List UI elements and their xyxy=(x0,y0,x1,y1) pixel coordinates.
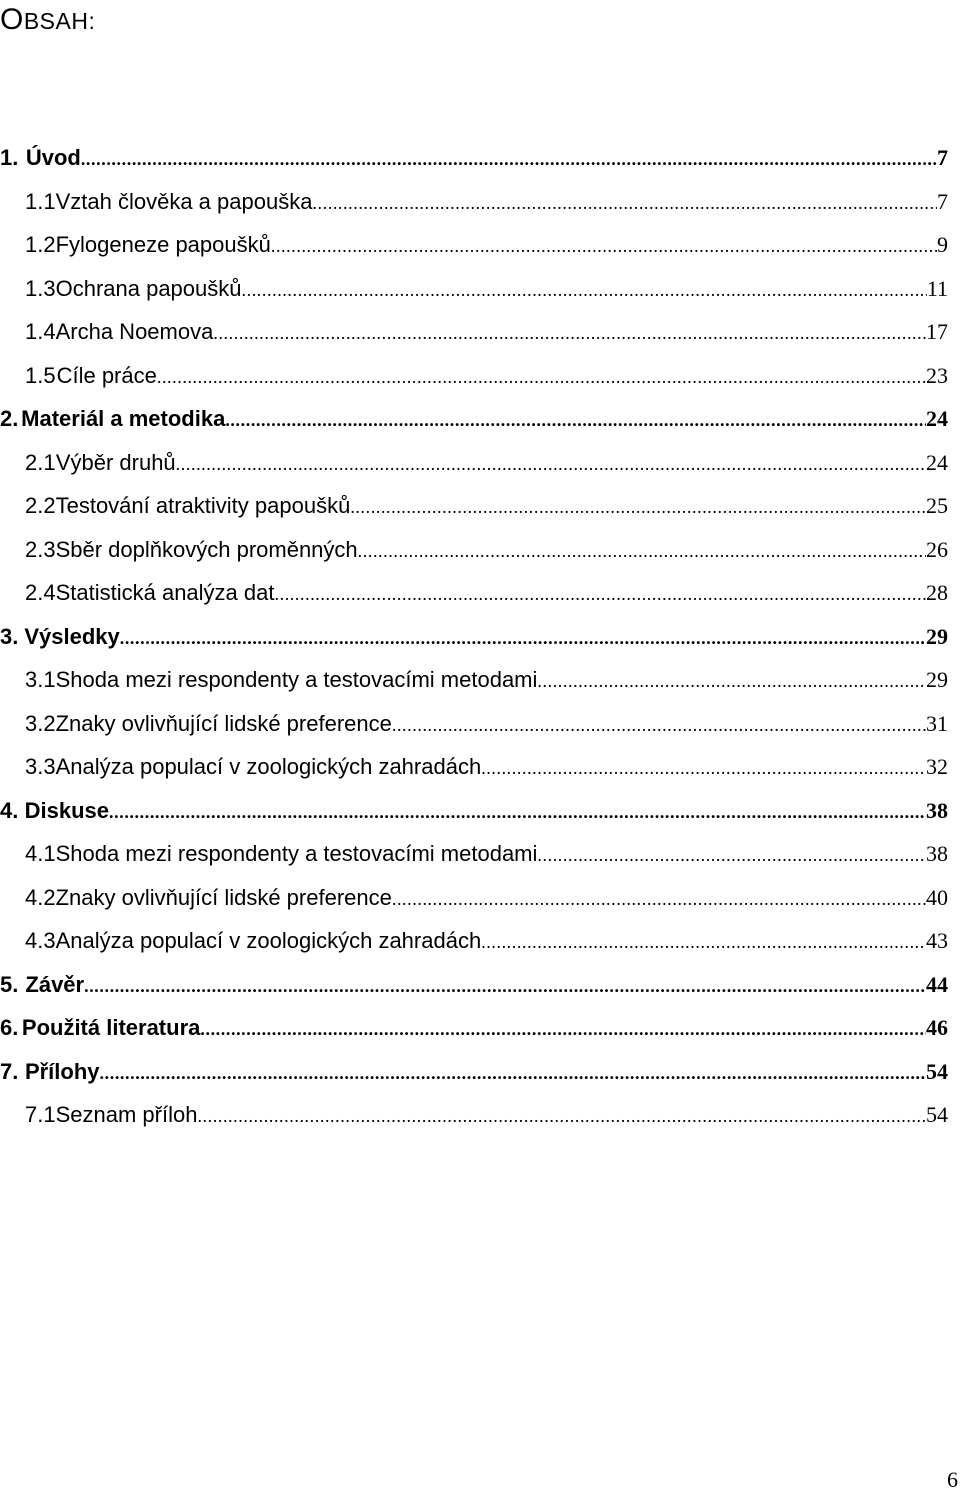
toc-dot-leader xyxy=(312,182,937,226)
toc-entry-page: 9 xyxy=(937,232,948,257)
toc-entry-section[interactable] xyxy=(0,484,948,528)
toc-entry-page: 40 xyxy=(926,884,948,910)
toc-dot-leader xyxy=(100,1052,926,1096)
toc-entry-number: 1.4 xyxy=(25,319,56,344)
toc-entry-title: Seznam příloh xyxy=(55,1102,198,1127)
toc-dot-leader xyxy=(197,1095,926,1139)
toc-entry-chapter[interactable] xyxy=(0,136,948,180)
toc-entry-chapter[interactable] xyxy=(0,963,948,1007)
toc-entry-page: 38 xyxy=(926,841,948,866)
toc-entry-page: 44 xyxy=(926,971,948,997)
toc-entry-page: 24 xyxy=(926,406,948,431)
table-of-contents xyxy=(0,136,948,1137)
toc-dot-leader xyxy=(358,530,926,574)
toc-entry-title: Cíle práce xyxy=(56,362,157,388)
toc-entry-section[interactable] xyxy=(0,528,948,572)
toc-entry-title: Vztah člověka a papouška xyxy=(55,188,313,214)
toc-entry-chapter[interactable] xyxy=(0,1050,948,1094)
toc-entry-section[interactable] xyxy=(0,745,948,789)
toc-dot-leader xyxy=(81,138,937,182)
toc-entry-title: Znaky ovlivňující lidské preference xyxy=(55,710,392,736)
toc-entry-number: 1.3 xyxy=(25,275,56,301)
toc-entry-number: 2.3 xyxy=(25,536,56,562)
toc-entry-page: 28 xyxy=(926,580,948,605)
toc-entry-section[interactable] xyxy=(0,441,948,485)
toc-dot-leader xyxy=(109,791,926,835)
toc-entry-number: 4.1 xyxy=(25,841,56,866)
toc-entry-section[interactable] xyxy=(0,1093,948,1137)
toc-entry-page: 32 xyxy=(926,754,948,779)
toc-entry-number: 7. xyxy=(0,1058,19,1084)
toc-entry-page: 7 xyxy=(937,145,948,170)
page-title-rest: BSAH: xyxy=(23,8,96,34)
toc-entry-section[interactable] xyxy=(0,919,948,963)
toc-dot-leader xyxy=(537,660,926,704)
toc-entry-section[interactable] xyxy=(0,702,948,746)
toc-entry-section[interactable] xyxy=(0,267,948,311)
toc-entry-number: 3.3 xyxy=(25,754,56,779)
toc-entry-title: Materiál a metodika xyxy=(21,406,226,431)
toc-entry-number: 3.1 xyxy=(25,667,56,692)
toc-entry-page: 54 xyxy=(926,1102,948,1127)
toc-entry-page: 31 xyxy=(926,710,948,736)
toc-dot-leader xyxy=(271,225,937,269)
toc-dot-leader xyxy=(176,443,926,487)
toc-entry-section[interactable] xyxy=(0,354,948,398)
page-title xyxy=(0,2,95,39)
toc-entry-page: 29 xyxy=(926,667,948,692)
toc-entry-title: Analýza populací v zoologických zahradách xyxy=(55,754,482,779)
toc-dot-leader xyxy=(225,399,926,443)
toc-entry-title: Fylogeneze papoušků xyxy=(55,232,271,257)
toc-entry-number: 5. xyxy=(0,971,19,997)
toc-entry-title: Diskuse xyxy=(24,797,110,823)
toc-entry-number: 6. xyxy=(0,1015,19,1040)
toc-entry-title: Výsledky xyxy=(24,623,120,649)
toc-entry-chapter[interactable] xyxy=(0,1006,948,1050)
toc-entry-chapter[interactable] xyxy=(0,397,948,441)
toc-entry-title: Použitá literatura xyxy=(21,1015,201,1040)
toc-entry-page: 26 xyxy=(926,536,948,562)
toc-dot-leader xyxy=(200,1008,926,1052)
page-title-initial: O xyxy=(0,3,24,36)
toc-entry-number: 2.1 xyxy=(25,449,56,475)
toc-entry-page: 17 xyxy=(926,319,948,344)
toc-entry-section[interactable] xyxy=(0,223,948,267)
toc-entry-number: 4. xyxy=(0,797,19,823)
toc-entry-title: Statistická analýza dat xyxy=(55,580,275,605)
toc-entry-title: Úvod xyxy=(25,145,81,170)
toc-entry-number: 4.3 xyxy=(25,928,56,953)
toc-entry-chapter[interactable] xyxy=(0,615,948,659)
toc-dot-leader xyxy=(537,834,926,878)
toc-dot-leader xyxy=(392,704,926,748)
toc-entry-page: 43 xyxy=(926,928,948,953)
toc-entry-title: Shoda mezi respondenty a testovacími metodami xyxy=(55,841,538,866)
toc-entry-page: 38 xyxy=(926,797,948,823)
toc-entry-title: Testování atraktivity papoušků xyxy=(55,493,351,518)
toc-dot-leader xyxy=(350,486,926,530)
toc-entry-number: 2.2 xyxy=(25,493,56,518)
toc-entry-page: 25 xyxy=(926,493,948,518)
toc-dot-leader xyxy=(242,269,927,313)
toc-entry-section[interactable] xyxy=(0,571,948,615)
toc-entry-number: 1.5 xyxy=(25,362,56,388)
toc-entry-title: Analýza populací v zoologických zahradách xyxy=(55,928,482,953)
toc-entry-number: 7.1 xyxy=(25,1102,56,1127)
toc-entry-section[interactable] xyxy=(0,658,948,702)
toc-entry-number: 3.2 xyxy=(25,710,56,736)
toc-dot-leader xyxy=(157,356,926,400)
toc-entry-number: 2.4 xyxy=(25,580,56,605)
toc-entry-page: 54 xyxy=(926,1058,948,1084)
toc-entry-page: 11 xyxy=(926,275,948,301)
toc-entry-title: Znaky ovlivňující lidské preference xyxy=(55,884,392,910)
toc-entry-title: Archa Noemova xyxy=(55,319,214,344)
page-number: 6 xyxy=(947,1467,958,1492)
toc-entry-number: 4.2 xyxy=(25,884,56,910)
toc-entry-page: 23 xyxy=(926,362,948,388)
toc-entry-title: Sběr doplňkových proměnných xyxy=(55,536,358,562)
toc-dot-leader xyxy=(481,747,926,791)
toc-entry-title: Shoda mezi respondenty a testovacími metodami xyxy=(55,667,538,692)
toc-entry-section[interactable] xyxy=(0,832,948,876)
toc-entry-page: 29 xyxy=(926,623,948,649)
toc-entry-section[interactable] xyxy=(0,876,948,920)
toc-entry-title: Závěr xyxy=(25,971,85,997)
toc-entry-section[interactable] xyxy=(0,310,948,354)
toc-entry-number: 3. xyxy=(0,623,19,649)
toc-dot-leader xyxy=(392,878,926,922)
toc-entry-chapter[interactable] xyxy=(0,789,948,833)
toc-entry-page: 7 xyxy=(937,188,948,214)
toc-entry-page: 46 xyxy=(926,1015,948,1040)
toc-entry-page: 24 xyxy=(926,449,948,475)
toc-dot-leader xyxy=(275,573,927,617)
toc-entry-number: 1.2 xyxy=(25,232,56,257)
toc-entry-number: 2. xyxy=(0,406,19,431)
toc-dot-leader xyxy=(120,617,926,661)
toc-entry-title: Ochrana papoušků xyxy=(55,275,242,301)
toc-dot-leader xyxy=(213,312,926,356)
toc-entry-number: 1.1 xyxy=(25,188,56,214)
toc-entry-title: Výběr druhů xyxy=(55,449,176,475)
toc-entry-title: Přílohy xyxy=(24,1058,100,1084)
toc-entry-section[interactable] xyxy=(0,180,948,224)
toc-entry-number: 1. xyxy=(0,145,19,170)
toc-dot-leader xyxy=(481,921,926,965)
toc-dot-leader xyxy=(84,965,926,1009)
